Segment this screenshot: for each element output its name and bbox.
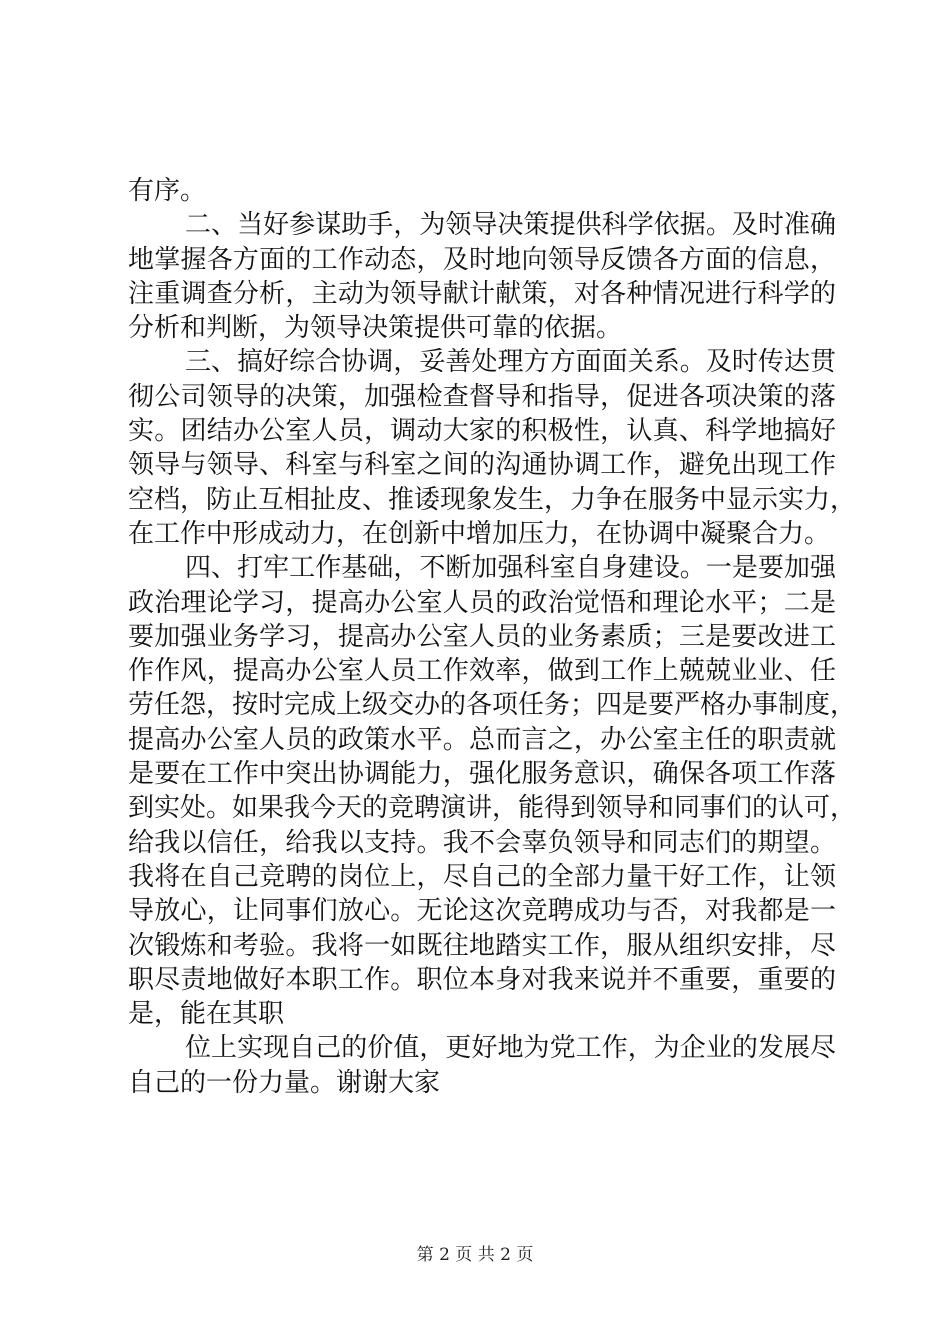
text-line: 四、打牢工作基础，不断加强科室自身建设。一是要加强 <box>185 553 836 584</box>
text-line: 要加强业务学习，提高办公室人员的业务素质；三是要改进工 <box>128 621 836 652</box>
page-number-footer: 第 2 页 共 2 页 <box>416 1245 534 1265</box>
text-line: 二、当好参谋助手，为领导决策提供科学依据。及时准确 <box>185 210 836 241</box>
text-line: 是，能在其职 <box>128 999 285 1030</box>
text-line: 作作风，提高办公室人员工作效率，做到工作上兢兢业业、任 <box>128 656 836 687</box>
text-line: 分析和判断，为领导决策提供可靠的依据。 <box>128 313 623 344</box>
text-line: 导放心，让同事们放心。无论这次竞聘成功与否，对我都是一 <box>128 896 836 927</box>
paragraph <box>128 551 857 1031</box>
text-line: 劳任怨，按时完成上级交办的各项任务；四是要严格办事制度， <box>128 690 857 721</box>
text-line: 地掌握各方面的工作动态，及时地向领导反馈各方面的信息， <box>128 244 836 275</box>
text-line: 政治理论学习，提高办公室人员的政治觉悟和理论水平；二是 <box>128 587 836 618</box>
text-line: 在工作中形成动力，在创新中增加压力，在协调中凝聚合力。 <box>128 518 831 549</box>
text-line: 空档，防止互相扯皮、推诿现象发生，力争在服务中显示实力， <box>128 484 857 515</box>
document-body <box>128 174 857 1100</box>
text-line: 到实处。如果我今天的竞聘演讲，能得到领导和同事们的认可， <box>128 793 857 824</box>
text-line: 是要在工作中突出协调能力，强化服务意识，确保各项工作落 <box>128 759 836 790</box>
text-line: 三、搞好综合协调，妥善处理方方面面关系。及时传达贯 <box>185 347 836 378</box>
text-line: 有序。 <box>128 176 207 206</box>
text-line: 我将在自己竞聘的岗位上，尽自己的全部力量干好工作，让领 <box>128 861 836 892</box>
text-line: 实。团结办公室人员，调动大家的积极性，认真、科学地搞好 <box>128 416 836 447</box>
text-line: 自己的一份力量。谢谢大家 <box>128 1067 441 1098</box>
paragraph <box>128 208 836 345</box>
text-line: 职尽责地做好本职工作。职位本身对我来说并不重要，重要的 <box>128 964 836 995</box>
text-line: 领导与领导、科室与科室之间的沟通协调工作，避免出现工作 <box>128 450 836 481</box>
text-line: 次锻炼和考验。我将一如既往地踏实工作，服从组织安排，尽 <box>128 930 836 961</box>
text-line: 位上实现自己的价值，更好地为党工作，为企业的发展尽 <box>185 1033 836 1064</box>
text-line: 彻公司领导的决策，加强检查督导和指导，促进各项决策的落 <box>128 381 836 412</box>
text-line: 给我以信任，给我以支持。我不会辜负领导和同志们的期望。 <box>128 827 836 858</box>
paragraph <box>128 174 836 208</box>
text-line: 提高办公室人员的政策水平。总而言之，办公室主任的职责就 <box>128 724 836 755</box>
paragraph <box>128 1031 836 1100</box>
paragraph <box>128 345 857 551</box>
text-line: 注重调查分析，主动为领导献计献策，对各种情况进行科学的 <box>128 278 836 309</box>
